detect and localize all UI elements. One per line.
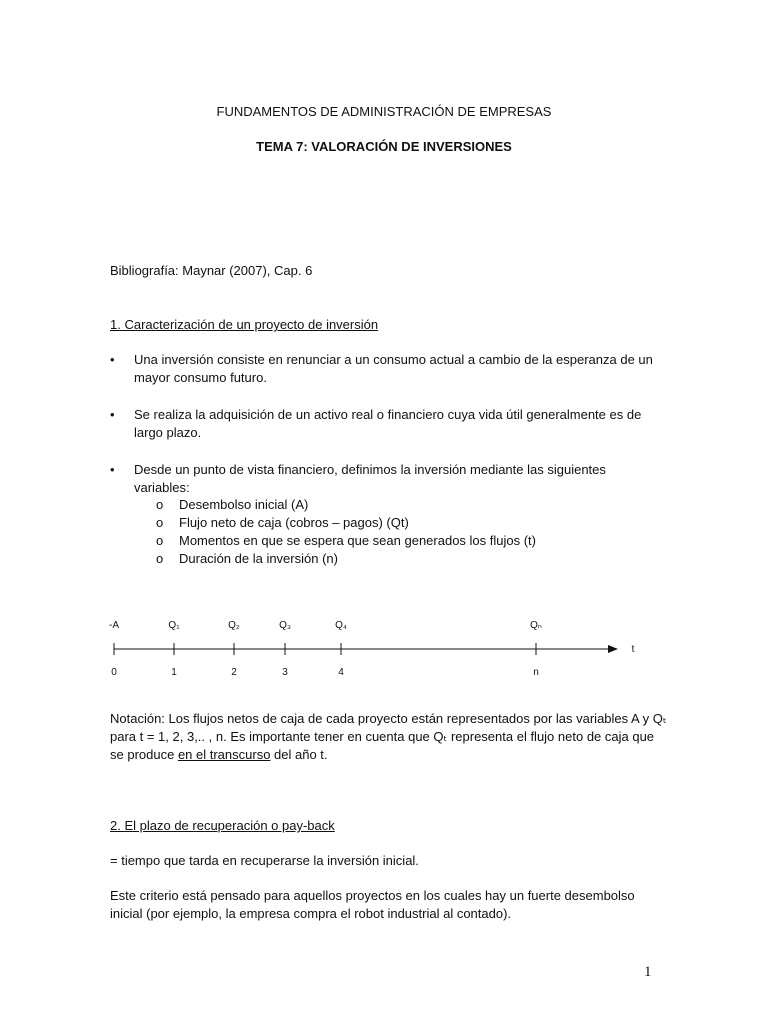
notation-text: Notación: Los flujos netos de caja de cada proyecto están representados por las variables A y Qₜ para t = 1, 2, 3,.. , n. Es importante tener en cuenta que Qₜ representa el flujo neto de caja que se produce <box>110 711 667 762</box>
notation-paragraph <box>110 710 670 764</box>
bullet-icon: • <box>110 462 115 477</box>
axis-label-t: t <box>631 644 635 655</box>
notation-emphasis: en el transcurso <box>177 747 271 762</box>
time-label: 4 <box>338 667 344 678</box>
circle-bullet-icon: o <box>156 533 164 548</box>
time-label: 2 <box>231 667 237 678</box>
flow-label: -A <box>109 620 119 631</box>
time-label: 1 <box>171 667 177 678</box>
circle-bullet-icon: o <box>156 515 164 530</box>
sub-item-text: Flujo neto de caja (cobros – pagos) (Qt) <box>179 515 409 530</box>
flow-label: Q₂ <box>228 620 240 631</box>
flow-label: Q₃ <box>279 620 291 631</box>
page-number: 1 <box>644 964 652 980</box>
sub-item-text: Momentos en que se espera que sean generados los flujos (t) <box>179 533 536 548</box>
bullet-icon: • <box>110 352 115 367</box>
bullet-text: Se realiza la adquisición de un activo real o financiero cuya vida útil generalmente es de largo plazo. <box>134 407 642 440</box>
payback-paragraph: Este criterio está pensado para aquellos proyectos en los cuales hay un fuerte desembolso inicial (por ejemplo, la empresa compra el robot industrial al contado). <box>110 888 635 921</box>
topic-title: TEMA 7: VALORACIÓN DE INVERSIONES <box>256 139 512 154</box>
payback-definition: = tiempo que tarda en recuperarse la inversión inicial. <box>110 853 419 868</box>
timeline-arrowhead <box>608 645 618 653</box>
flow-label: Q₄ <box>335 620 347 631</box>
circle-bullet-icon: o <box>156 551 164 566</box>
bibliography: Bibliografía: Maynar (2007), Cap. 6 <box>110 263 313 278</box>
flow-label: Q₁ <box>168 620 180 631</box>
flow-label: Qₙ <box>530 620 542 631</box>
sub-item-text: Duración de la inversión (n) <box>179 551 338 566</box>
time-label: n <box>533 667 539 678</box>
bullet-text: Desde un punto de vista financiero, definimos la inversión mediante las siguientes variables: <box>134 462 606 495</box>
circle-bullet-icon: o <box>156 497 164 512</box>
course-title: FUNDAMENTOS DE ADMINISTRACIÓN DE EMPRESAS <box>216 104 552 119</box>
cash-flow-timeline <box>0 610 768 685</box>
notation-text-end: del año t. <box>270 747 328 762</box>
sub-item-text: Desembolso inicial (A) <box>179 497 309 512</box>
bullet-icon: • <box>110 407 115 422</box>
section2-title: 2. El plazo de recuperación o pay-back <box>110 818 335 833</box>
time-label: 0 <box>111 667 117 678</box>
bullet-text: Una inversión consiste en renunciar a un consumo actual a cambio de la esperanza de un mayor consumo futuro. <box>134 352 653 385</box>
time-label: 3 <box>282 667 288 678</box>
section1-title: 1. Caracterización de un proyecto de inversión <box>110 317 379 332</box>
